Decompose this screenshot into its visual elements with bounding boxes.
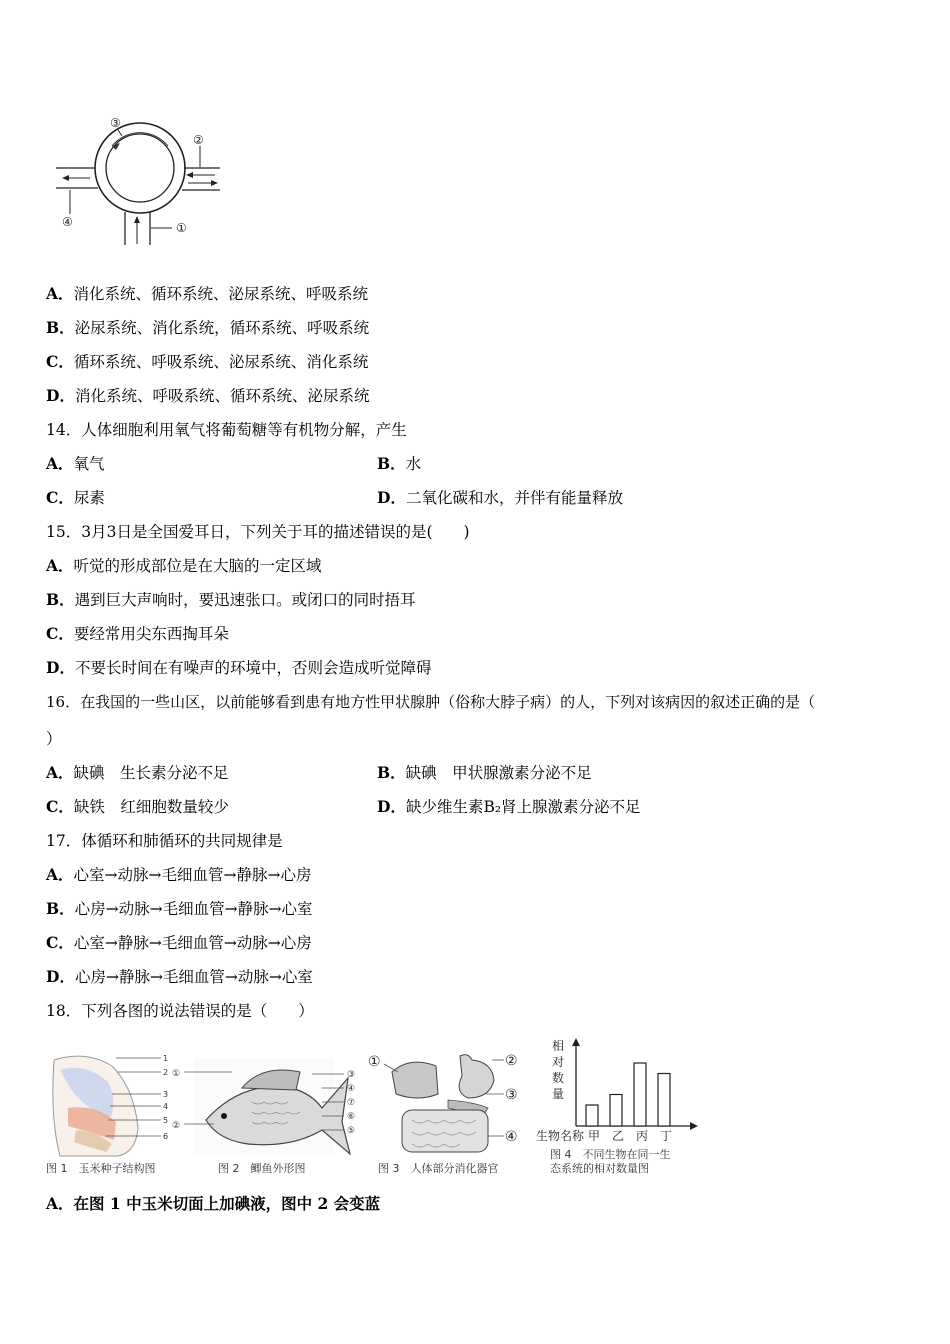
option-letter: A． — [46, 1194, 74, 1213]
y-axis-label-char-4: 量 — [552, 1087, 565, 1101]
circulation-label-1: ① — [176, 221, 187, 235]
option-text: 在图 1 中玉米切面上加碘液，图中 2 会变蓝 — [73, 1194, 381, 1213]
q14-option-c — [46, 488, 105, 508]
fig1-label-6: 6 — [163, 1132, 169, 1141]
q15-option-c — [46, 624, 229, 644]
q13-option-d — [46, 386, 369, 406]
option-letter: A． — [46, 454, 74, 473]
option-text: 尿素 — [73, 489, 105, 507]
q13-option-b — [46, 318, 369, 338]
fig2-label-3: ③ — [347, 1070, 356, 1080]
option-letter: C． — [46, 352, 74, 371]
y-axis-label-char-2: 对 — [552, 1055, 565, 1069]
q16-option-a — [46, 763, 229, 783]
fig1-label-1: 1 — [163, 1054, 169, 1063]
option-letter: D． — [46, 658, 75, 677]
bar-3 — [634, 1063, 646, 1126]
option-text: 缺碘 生长素分泌不足 — [73, 764, 229, 782]
x-tick-label-2: 乙 — [612, 1129, 625, 1143]
x-axis-arrow — [690, 1122, 698, 1130]
corn-seed-figure — [46, 1048, 176, 1178]
option-text: 循环系统、呼吸系统、泌尿系统、消化系统 — [73, 353, 369, 371]
option-text: 要经常用尖东西掏耳朵 — [73, 625, 229, 643]
option-letter: A． — [46, 865, 74, 884]
option-letter: B． — [377, 763, 406, 782]
q18-option-a — [46, 1194, 380, 1214]
option-letter: D． — [46, 386, 75, 405]
q14-option-a — [46, 454, 105, 474]
option-letter: C． — [46, 488, 74, 507]
fig2-label-7: ⑦ — [347, 1098, 356, 1108]
option-letter: A． — [46, 284, 74, 303]
fig2-caption: 图 2 鲫鱼外形图 — [218, 1162, 306, 1175]
fig1-label-3: 3 — [163, 1090, 169, 1099]
option-letter: B． — [46, 899, 75, 918]
q15-option-d — [46, 658, 431, 678]
option-text: 氧气 — [73, 455, 105, 473]
q16-option-b — [377, 763, 592, 783]
q17-option-c — [46, 933, 312, 953]
q13-option-a — [46, 284, 368, 304]
fig3-label-1: ① — [368, 1054, 381, 1070]
option-letter: B． — [46, 590, 75, 609]
option-letter: D． — [377, 488, 406, 507]
q16-option-c — [46, 797, 229, 817]
q17-stem: 17．体循环和肺循环的共同规律是 — [46, 832, 283, 850]
fig2-label-5: ⑤ — [347, 1126, 356, 1136]
option-letter: C． — [46, 624, 74, 643]
option-text: 水 — [405, 455, 422, 473]
option-text: 消化系统、呼吸系统、循环系统、泌尿系统 — [74, 387, 370, 405]
q15-stem: 15．3月3日是全国爱耳日，下列关于耳的描述错误的是( ) — [46, 523, 470, 541]
option-letter: A． — [46, 763, 74, 782]
circulation-label-2: ② — [193, 133, 204, 147]
fig1-caption: 图 1 玉米种子结构图 — [46, 1162, 156, 1175]
carp-figure — [172, 1050, 362, 1178]
q16-stem: 16．在我国的一些山区，以前能够看到患有地方性甲状腺肿（俗称大脖子病）的人，下列对该病因的叙述正确的是（ — [46, 693, 816, 711]
fig4-caption-line-1: 图 4 不同生物在同一生 — [550, 1148, 671, 1161]
fig3-label-4: ④ — [505, 1129, 518, 1145]
circulation-label-3: ③ — [110, 116, 121, 130]
fig1-label-4: 4 — [163, 1102, 169, 1111]
x-tick-label-1: 甲 — [588, 1129, 601, 1143]
option-letter: B． — [46, 318, 75, 337]
q18-stem: 18．下列各图的说法错误的是（ ） — [46, 1002, 314, 1020]
fig4-caption-line-2: 态系统的相对数量图 — [550, 1162, 649, 1175]
y-axis-arrow — [572, 1038, 580, 1046]
circulation-diagram — [50, 110, 225, 250]
option-letter: B． — [377, 454, 406, 473]
q15-option-a — [46, 556, 322, 576]
option-text: 缺碘 甲状腺激素分泌不足 — [405, 764, 592, 782]
option-text: 遇到巨大声响时，要迅速张口。或闭口的同时捂耳 — [74, 591, 416, 609]
bar-2 — [610, 1095, 622, 1127]
q17-option-b — [46, 899, 313, 919]
digestive-organs-figure — [364, 1050, 534, 1178]
option-text: 二氧化碳和水，并伴有能量释放 — [405, 489, 623, 507]
fig3-caption: 图 3 人体部分消化器官 — [378, 1162, 499, 1175]
relative-quantity-bar-chart — [536, 1036, 704, 1178]
option-letter: C． — [46, 797, 74, 816]
fig1-label-2: 2 — [163, 1068, 169, 1077]
q17-option-d — [46, 967, 313, 987]
option-text: 听觉的形成部位是在大脑的一定区域 — [73, 557, 322, 575]
q17-option-a — [46, 865, 311, 885]
option-text: 不要长时间在有噪声的环境中，否则会造成听觉障碍 — [74, 659, 432, 677]
fig1-label-5: 5 — [163, 1116, 169, 1125]
y-axis-label-char-3: 数 — [552, 1071, 565, 1085]
q15-option-b — [46, 590, 416, 610]
option-letter: D． — [46, 967, 75, 986]
option-text: 缺铁 红细胞数量较少 — [73, 798, 229, 816]
fig2-label-2: ② — [172, 1121, 181, 1131]
option-text: 泌尿系统、消化系统，循环系统、呼吸系统 — [74, 319, 370, 337]
option-letter: C． — [46, 933, 74, 952]
option-text: 缺少维生素B₂肾上腺激素分泌不足 — [405, 798, 641, 816]
q14-option-d — [377, 488, 623, 508]
option-letter: A． — [46, 556, 74, 575]
fig3-label-2: ② — [505, 1053, 518, 1069]
x-axis-label: 生物名称 — [536, 1129, 585, 1143]
fig3-label-3: ③ — [505, 1087, 518, 1103]
option-letter: D． — [377, 797, 406, 816]
option-text: 心房→静脉→毛细血管→动脉→心室 — [74, 968, 313, 986]
option-text: 心房→动脉→毛细血管→静脉→心室 — [74, 900, 313, 918]
q16-stem-tail: ） — [46, 730, 62, 748]
bar-1 — [586, 1105, 598, 1126]
fig2-label-4: ④ — [347, 1084, 356, 1094]
circulation-label-4: ④ — [62, 215, 73, 229]
x-tick-label-3: 丙 — [636, 1129, 649, 1143]
bar-4 — [658, 1074, 670, 1127]
fig2-label-1: ① — [172, 1069, 181, 1079]
option-text: 心室→静脉→毛细血管→动脉→心房 — [73, 934, 312, 952]
option-text: 消化系统、循环系统、泌尿系统、呼吸系统 — [73, 285, 369, 303]
q13-option-c — [46, 352, 368, 372]
fig2-label-6: ⑥ — [347, 1112, 356, 1122]
q16-option-d — [377, 797, 641, 817]
y-axis-label-char-1: 相 — [552, 1039, 565, 1053]
x-tick-label-4: 丁 — [660, 1129, 673, 1143]
q14-stem: 14．人体细胞利用氧气将葡萄糖等有机物分解，产生 — [46, 421, 407, 439]
q14-option-b — [377, 454, 421, 474]
option-text: 心室→动脉→毛细血管→静脉→心房 — [73, 866, 312, 884]
